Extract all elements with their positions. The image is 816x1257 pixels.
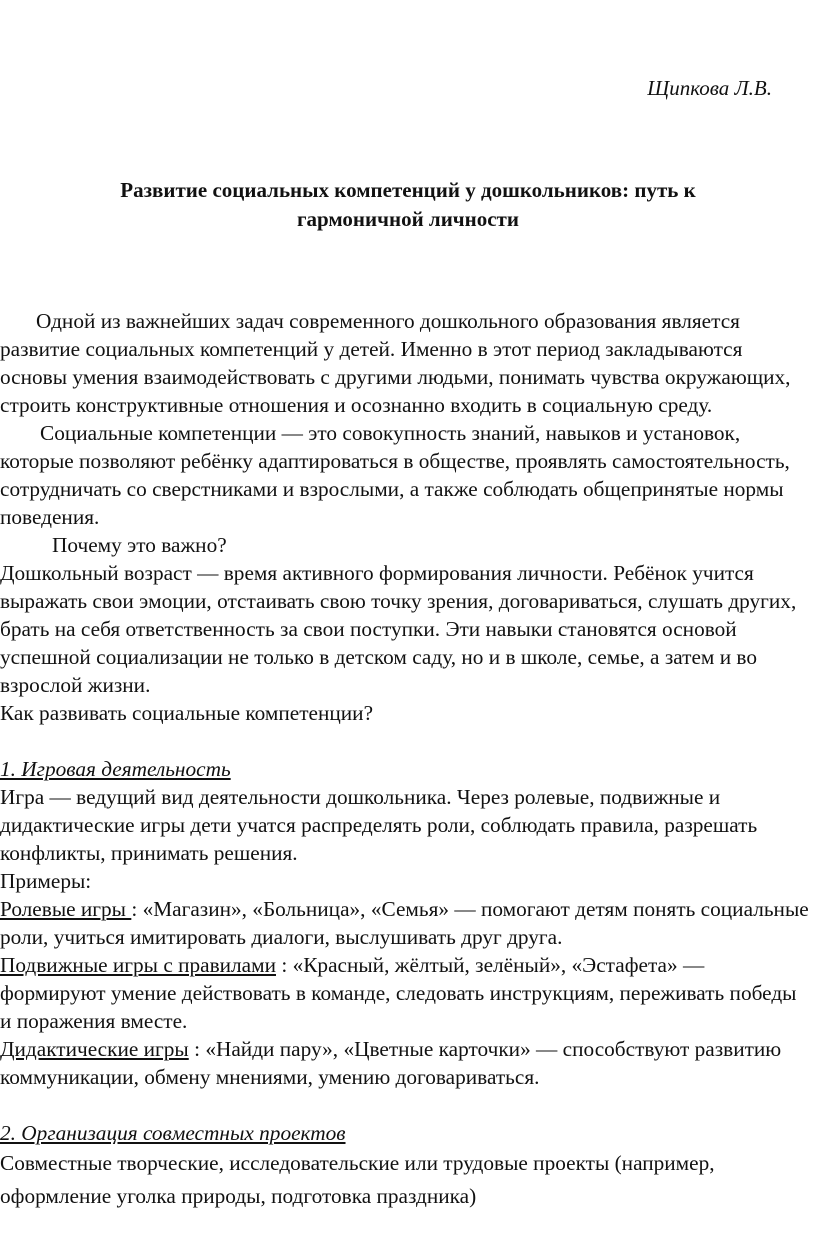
- example-label: Подвижные игры с правилами: [0, 953, 276, 977]
- document-body: [0, 307, 812, 1213]
- spacer: [0, 727, 812, 755]
- intro-paragraph-2: Социальные компетенции — это совокупность знаний, навыков и установок, которые позволяют ребёнку адаптироваться в обществе, проявлять самостоятельность, сотрудничать со сверстниками и взрослыми, а также соблюдать общепринятые нормы поведения.: [0, 421, 790, 529]
- examples-label: Примеры:: [0, 869, 92, 893]
- intro-question: Почему это важно?: [52, 533, 227, 557]
- example-label: Ролевые игры: [0, 897, 132, 921]
- example-item-active-games: [0, 951, 812, 1035]
- example-text: : «Магазин», «Больница», «Семья» — помогают детям понять социальные роли, учиться имитировать диалоги, выслушивать друг друга.: [0, 897, 809, 949]
- section-1-heading: 1. Игровая деятельность: [0, 757, 231, 781]
- example-item-role-games: [0, 895, 812, 951]
- example-item-didactic-games: [0, 1035, 812, 1091]
- title-line-2: гармоничной личности: [297, 207, 519, 231]
- section-1-text: Игра — ведущий вид деятельности дошкольника. Через ролевые, подвижные и дидактические игры дети учатся распределять роли, соблюдать правила, разрешать конфликты, принимать решения.: [0, 785, 758, 865]
- spacer: [0, 1091, 812, 1119]
- author-name: Щипкова Л.В.: [647, 76, 772, 100]
- intro-paragraph-4: Дошкольный возраст — время активного формирования личности. Ребёнок учится выражать свои эмоции, отстаивать свою точку зрения, договариваться, слушать других, брать на себя ответственность за свои поступки. Эти навыки становятся основой успешной социализации не только в детском саду, но и в школе, семье, а затем и во взрослой жизни.: [0, 561, 797, 697]
- intro-paragraph-5: Как развивать социальные компетенции?: [0, 701, 374, 725]
- example-label: Дидактические игры: [0, 1037, 189, 1061]
- section-2-text: Совместные творческие, исследовательские или трудовые проекты (например, оформление уголка природы, подготовка праздника): [0, 1151, 715, 1208]
- section-2-heading: 2. Организация совместных проектов: [0, 1121, 346, 1145]
- example-text: : «Красный, жёлтый, зелёный», «Эстафета» — формируют умение действовать в команде, следовать инструкциям, переживать победы и поражения вместе.: [0, 953, 797, 1033]
- document-title: [0, 176, 816, 234]
- intro-paragraph-1: Одной из важнейших задач современного дошкольного образования является развитие социальных компетенций у детей. Именно в этот период закладываются основы умения взаимодействовать с другими людьми, понимать чувства окружающих, строить конструктивные отношения и осознанно входить в социальную среду.: [0, 309, 791, 417]
- title-line-1: Развитие социальных компетенций у дошкольников: путь к: [120, 178, 696, 202]
- example-text: : «Найди пару», «Цветные карточки» — способствуют развитию коммуникации, обмену мнениями, умению договариваться.: [0, 1037, 782, 1089]
